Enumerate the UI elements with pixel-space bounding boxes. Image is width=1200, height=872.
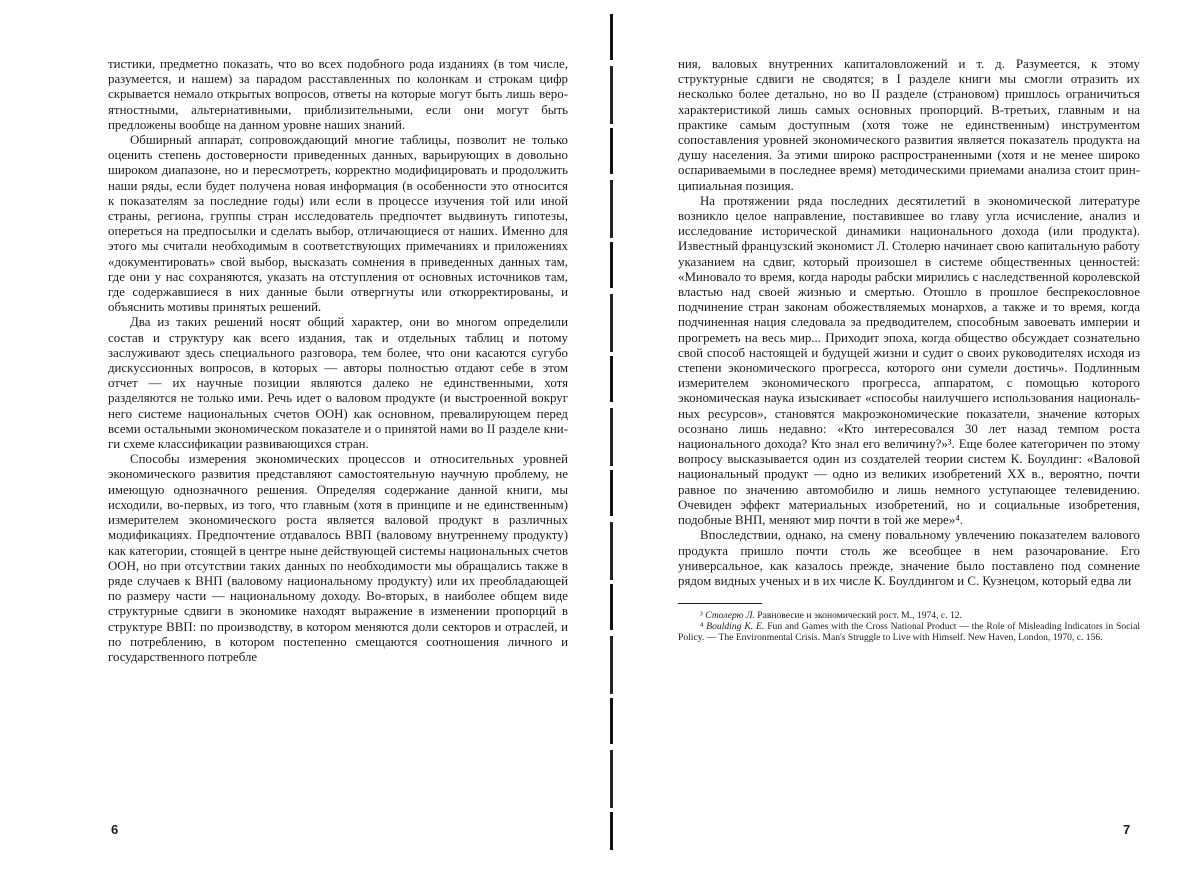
footnote-text: Fun and Games with the Cross National Product — the Role of Misleading Indicators in Social Policy. — The Environmental Crisis. Man's Struggle to Live with Himself. New Haven, London, 1970, c. 156. (678, 621, 1140, 644)
footnote-4 (678, 621, 1140, 643)
right-page (614, 0, 1200, 872)
left-paragraph-2: Обширный аппарат, сопровождающий многие таблицы, позволит не только оценить степень достоверности приведенных данных, варьирующих в довольно широком диапазоне, но и пересмотреть, корректно модифицировать и продолжить наши ряды, если будет получена новая информация (в особенности это относится к показателям за последние годы) или если в процессе изучения той или иной страны, региона, группы стран исследователь предпочтет выдвинуть гипотезы, опереться на предпосылки и сделать выбор, отличающиеся от наших. Именно для этого мы считали необходимым в соответствующих примечаниях и приложениях «документировать» свой выбор, высказать сомнения в приведенных данных там, где они у нас сохраняются, указать на отступления от основных источников там, где содержавшиеся в них данные были отвергнуты или откорректированы, и объяснить мотивы принятых решений. (108, 133, 568, 315)
left-paragraph-4: Способы измерения экономических процессов и относительных уровней экономического развития представляют самостоятельную научную проблему, не имеющую однозначного решения. Определяя содержание данной книги, мы исходили, во-первых, из того, что главным (хотя в принципе и не единственным) измерителем экономического роста является валовой продукт в различных модификациях. Предпочтение отдавалось ВВП (валовому внутреннему продукту) как категории, стоящей в центре ныне действующей системы национальных счетов ООН, но при отсутствии таких данных по необходимости мы обращались также в ряде случаев к ВНП (валовому национальному продукту) или их преобладающей по размеру части — национальному доходу. Во-вторых, в наиболее общем виде структурные сдвиги в экономике находят выражение в изменении пропорций в структуре ВВП: по производству, в котором меняются доли секторов и отраслей, и по потреблению, в котором постепенно смещаются соотношения личного и государственного потребле (108, 452, 568, 664)
right-page-number: 7 (1123, 822, 1131, 837)
footnote-separator (678, 603, 762, 604)
left-text-column (108, 57, 568, 665)
footnote-author: Boulding K. E. (706, 621, 765, 633)
footnote-author: Столерю Л. (705, 610, 755, 622)
footnotes (678, 603, 1140, 643)
right-paragraph-2: На протяжении ряда последних десятилетий в экономической литературе возникло целое направление, поставившее во главу угла исчисление, анализ и исследование исторической динамики национального дохода (или продукта). Известный французский экономист Л. Столерю начинает свою капитальную работу указанием на сдвиг, который произошел в системе общественных ценностей: «Миновало то время, когда народы рабски мирились с наследственной королевской властью над своей жизнью и смертью. Отошло в прошлое беспрекословное подчинение стран законам обожествляемых монархов, а также и то время, когда подчиненная нация следовала за предводителем, способным завоевать империи и прогреметь на весь мир... Приходит эпоха, когда общество обсуждает сознательно свой способ настоящей и будущей жизни и судит о своих руководителях исходя из степени экономического прогресса, которого они сумели достичь». Подлинным измерителем экономического прогресса, аппаратом, с помощью которого экономическая наука изыскивает «способы наилучшего использования национальных ресурсов», становятся макроэкономические показатели, значение которых осознано лишь недавно: «Кто интересовался 30 лет назад темпом роста национального дохода? Кто знал его величину?»³. Еще более категоричен по этому вопросу высказывается один из создателей теории систем К. Боулдинг: «Валовой национальный продукт — одно из великих изобретений XX в., вероятно, почти равное по значению автомобилю и лишь немного уступающее телевидению. Очевиден эффект материальных изобретений, но и социальные изобретения, подобные ВНП, меняют мир почти в той же мере»⁴. (678, 193, 1140, 528)
footnote-3 (678, 610, 1140, 621)
right-text-column (678, 57, 1140, 643)
left-paragraph-3: Два из таких решений носят общий характер, они во многом определили состав и структуру как всего издания, так и отдельных таблиц и потому заслуживают здесь специального разговора, тем более, что они касаются сугубо дискуссионных вопросов, в которых — авторы полностью отдают себе в этом отчет — их научные позиции являются далеко не единственными, хотя разделяются не только ими. Речь идет о валовом продукте (и выстроенной вокруг него системе национальных счетов ООН) как основном, превалирующем перед всеми остальными экономическом показателе и о принятой нами во II разделе книги схеме классификации развивающихся стран. (108, 315, 568, 452)
left-page-number: 6 (111, 822, 119, 837)
footnote-marker: ³ (700, 610, 703, 622)
footnote-text: Равновесие и экономический рост. М., 1974, с. 12. (754, 610, 962, 622)
footnote-marker: ⁴ (700, 621, 704, 633)
left-paragraph-1: тистики, предметно показать, что во всех подобного рода изданиях (в том числе, разумеется, и нашем) за парадом расставленных по колонкам и строкам цифр скрывается немало открытых вопросов, ответы на которые могут быть лишь вероятностными, альтернативными, приблизительными, если они могут быть предложены вообще на данном уровне наших знаний. (108, 57, 568, 132)
book-gutter-shadow (610, 14, 613, 850)
right-paragraph-1: ния, валовых внутренних капиталовложений и т. д. Разумеется, к этому структурные сдвиги не сводятся; в I разделе книги мы смогли отразить их несколько более детально, но во II разделе (страновом) пришлось ограничиться характеристикой лишь самых основных пропорций. В-третьих, главным и на практике самым доступным (хотя тоже не единственным) инструментом сопоставления уровней экономического развития является показатель продукта на душу населения. За этими широко распространенными (хотя и не менее широко оспариваемыми в последнее время) методическими приемами анализа стоит принципиальная позиция. (678, 57, 1140, 193)
right-paragraph-3: Впоследствии, однако, на смену повальному увлечению показателем валового продукта пришло почти столь же всеобщее в нем разочарование. Его универсальное, как казалось прежде, значение было поставлено под сомнение рядом видных ученых и в их числе К. Боулдингом и С. Кузнецом, который едва ли (678, 528, 1140, 588)
